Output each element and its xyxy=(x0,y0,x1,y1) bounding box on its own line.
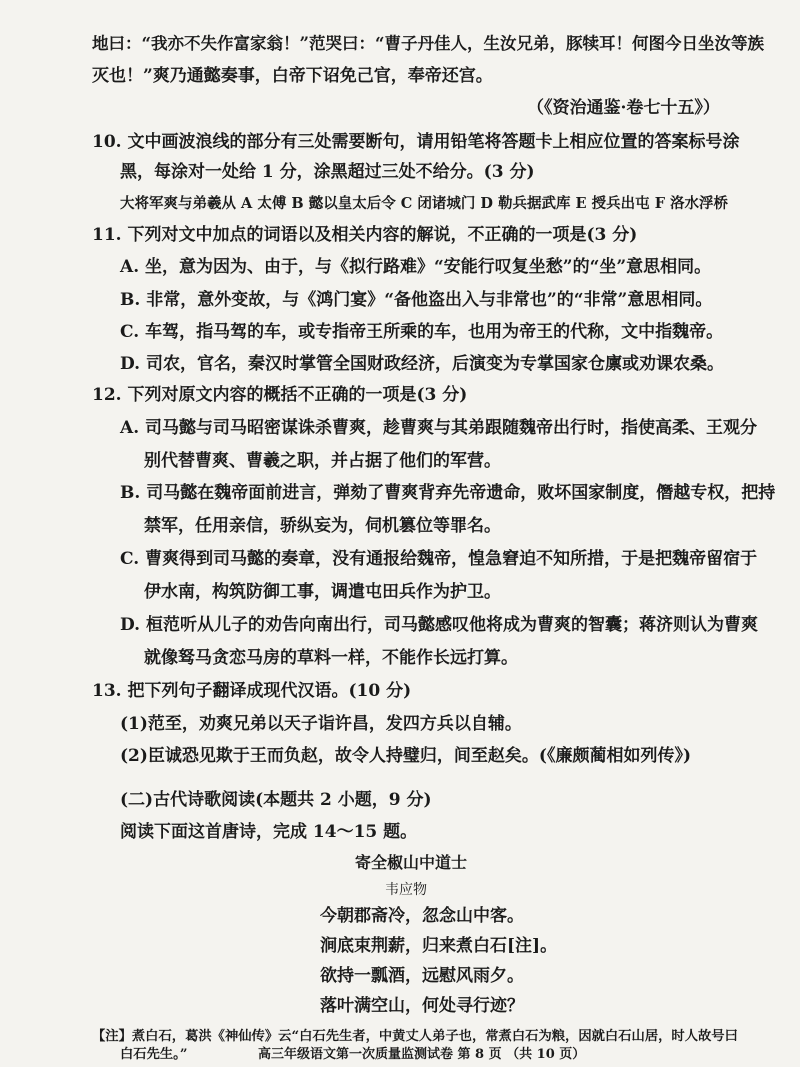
poem-note-line-2: 白石先生。” xyxy=(120,1047,188,1062)
poetry-intro: 阅读下面这首唐诗，完成 14～15 题。 xyxy=(120,822,418,842)
question-13-sentence-1: (1)范至，劝爽兄弟以天子诣许昌，发四方兵以自辅。 xyxy=(120,714,522,734)
question-13-sentence-2: (2)臣诚恐见欺于王而负赵，故令人持璧归，间至赵矣。(《廉颇蔺相如列传》) xyxy=(120,746,692,766)
question-12-option-d: D. 桓范听从儿子的劝告向南出行，司马懿感叹他将成为曹爽的智囊；蒋济则认为曹爽 xyxy=(120,615,758,635)
poem-verse-4: 落叶满空山，何处寻行迹？ xyxy=(320,996,524,1016)
passage-line-2: 灭也！”爽乃通懿奏事，白帝下诏免己官，奉帝还宫。 xyxy=(92,66,493,86)
question-11-option-d: D. 司农，官名，秦汉时掌管全国财政经济，后演变为专掌国家仓廪或劝课农桑。 xyxy=(120,354,724,374)
question-13-stem: 13. 把下列句子翻译成现代汉语。(10 分) xyxy=(92,681,412,701)
question-12-stem: 12. 下列对原文内容的概括不正确的一项是(3 分) xyxy=(92,385,468,405)
poem-note-line-1: 【注】煮白石，葛洪《神仙传》云“白石先生者，中黄丈人弟子也，常煮白石为粮，因就白石山居，时人故号曰 xyxy=(92,1029,738,1044)
question-12-option-a-cont: 别代替曹爽、曹羲之职，并占据了他们的军营。 xyxy=(144,451,501,471)
poem-title: 寄全椒山中道士 xyxy=(355,853,468,872)
question-11-option-c: C. 车驾，指马驾的车，或专指帝王所乘的车，也用为帝王的代称，文中指魏帝。 xyxy=(120,322,724,342)
question-12-option-b-cont: 禁军，任用亲信，骄纵妄为，伺机篡位等罪名。 xyxy=(144,516,501,536)
poetry-section-heading: (二)古代诗歌阅读(本题共 2 小题，9 分) xyxy=(120,790,432,810)
question-12-option-c-cont: 伊水南，构筑防御工事，调遣屯田兵作为护卫。 xyxy=(144,582,501,602)
question-11-option-b: B. 非常，意外变故，与《鸿门宴》“备他盗出入与非常也”的“非常”意思相同。 xyxy=(120,290,713,310)
question-10-options: 大将军爽与弟羲从 A 太傅 B 懿以皇太后令 C 闭诸城门 D 勒兵据武库 E 授兵出屯 F 洛水浮桥 xyxy=(120,195,729,212)
question-11-option-a: A. 坐，意为因为、由于，与《拟行路难》“安能行叹复坐愁”的“坐”意思相同。 xyxy=(120,257,712,277)
poem-verse-3: 欲持一瓢酒，远慰风雨夕。 xyxy=(320,966,524,986)
poem-verse-1: 今朝郡斋冷，忽念山中客。 xyxy=(320,906,524,926)
poem-verse-2: 涧底束荆薪，归来煮白石[注]。 xyxy=(320,936,558,956)
passage-source: （《资治通鉴·卷七十五》） xyxy=(527,98,720,118)
passage-line-1: 地曰：“我亦不失作富家翁！”范哭曰：“曹子丹佳人，生汝兄弟，豚犊耳！何图今日坐汝等族 xyxy=(92,34,764,53)
poem-author: 韦应物 xyxy=(385,882,427,898)
question-12-option-b: B. 司马懿在魏帝面前进言，弹劾了曹爽背弃先帝遗命，败坏国家制度，僭越专权，把持 xyxy=(120,483,776,503)
question-10-stem-cont: 黑，每涂对一处给 1 分，涂黑超过三处不给分。(3 分) xyxy=(120,162,535,182)
question-10-stem: 10. 文中画波浪线的部分有三处需要断句，请用铅笔将答题卡上相应位置的答案标号涂 xyxy=(92,132,740,152)
question-12-option-c: C. 曹爽得到司马懿的奏章，没有通报给魏帝，惶急窘迫不知所措，于是把魏帝留宿于 xyxy=(120,549,758,569)
question-12-option-d-cont: 就像驽马贪恋马房的草料一样，不能作长远打算。 xyxy=(144,648,518,668)
page-footer: 高三年级语文第一次质量监测试卷 第 8 页 （共 10 页） xyxy=(258,1047,586,1062)
question-11-stem: 11. 下列对文中加点的词语以及相关内容的解说，不正确的一项是(3 分) xyxy=(92,225,638,245)
question-12-option-a: A. 司马懿与司马昭密谋诛杀曹爽，趁曹爽与其弟跟随魏帝出行时，指使高柔、王观分 xyxy=(120,418,758,438)
